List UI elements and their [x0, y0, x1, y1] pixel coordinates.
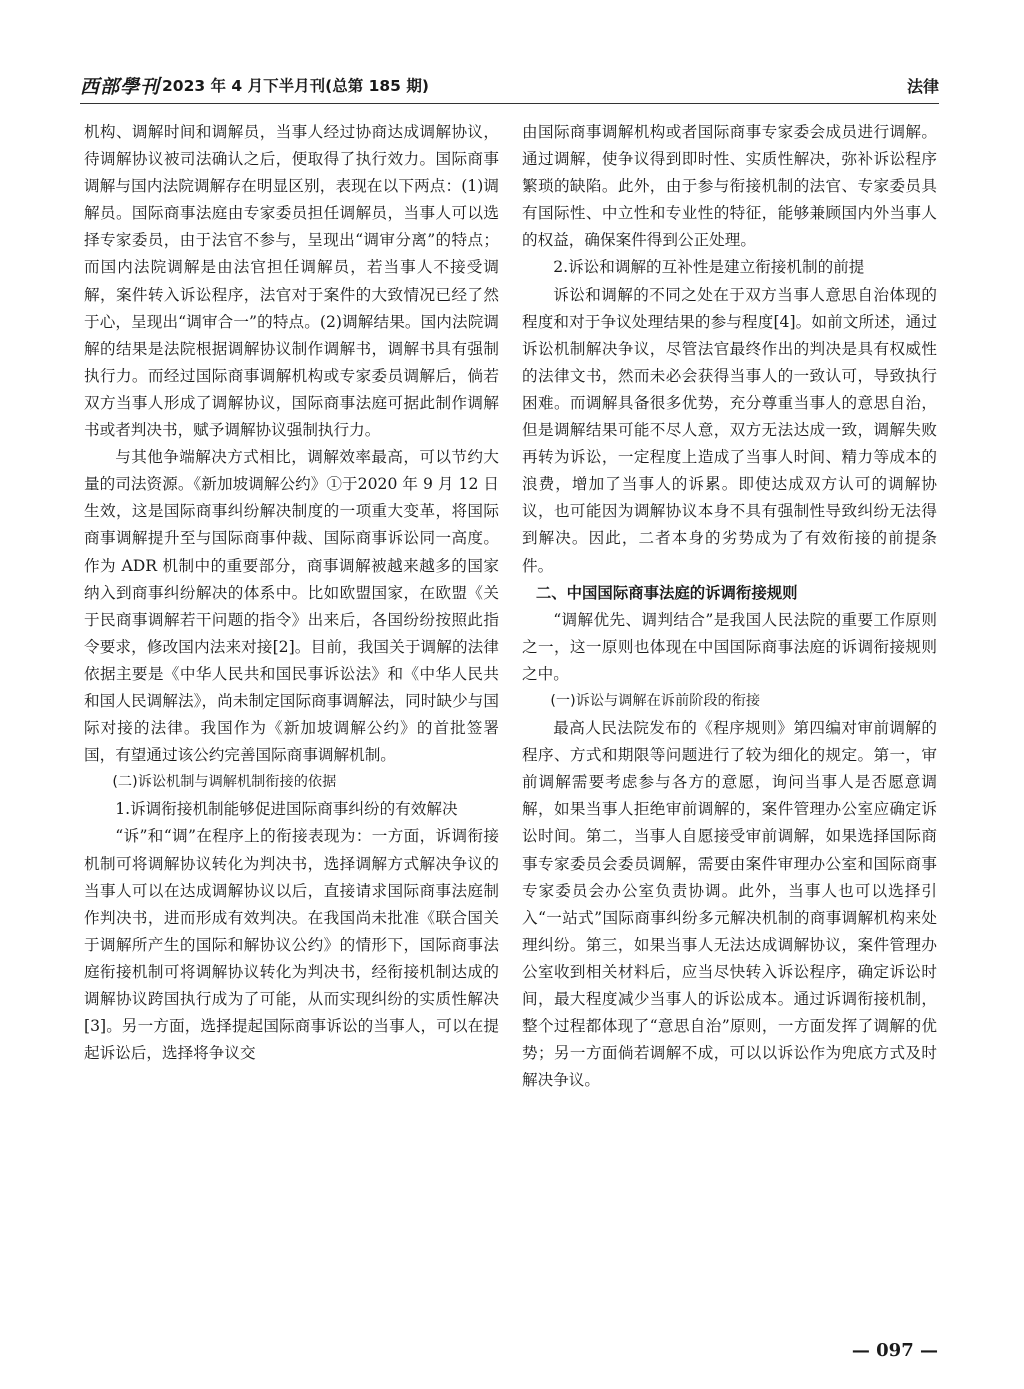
paragraph: “诉”和“调”在程序上的衔接表现为：一方面，诉调衔接机制可将调解协议转化为判决书，选择调解方式解决争议的当事人可以在达成调解协议以后，直接请求国际商事法庭制作判决书，进而形成有效判决。在我国尚未批准《联合国关于调解所产生的国际和解协议公约》的情形下，国际商事法庭衔接机制可将调解协议转化为判决书，经衔接机制达成的调解协议跨国执行成为了可能，从而实现纠纷的实质性解决[3]。另一方面，选择提起国际商事诉讼的当事人，可以在提起诉讼后，选择将争议交	[84, 827, 499, 1063]
right-column	[522, 119, 937, 1094]
left-column	[84, 119, 499, 1067]
paragraph: 诉讼和调解的不同之处在于双方当事人意思自治体现的程度和对于争议处理结果的参与程度[4]。如前文所述，通过诉讼机制解决争议，尽管法官最终作出的判决是具有权威性的法律文书，然而未必会获得当事人的一致认可，导致执行困难。而调解具备很多优势，充分尊重当事人的意思自治，但是调解结果可能不尽人意，双方无法达成一致，调解失败再转为诉讼，一定程度上造成了当事人时间、精力等成本的浪费，增加了当事人的诉累。即使达成双方认可的调解协议，也可能因为调解协议本身不具有强制性导致纠纷无法得到解决。因此，二者本身的劣势成为了有效衔接的前提条件。	[522, 285, 937, 575]
subsection-heading: (二)诉讼机制与调解机制衔接的依据	[112, 774, 337, 791]
section-label: 法律	[906, 77, 939, 96]
paragraph: 机构、调解时间和调解员，当事人经过协商达成调解协议，待调解协议被司法确认之后，便取得了执行效力。国际商事调解与国内法院调解存在明显区别，表现在以下两点：(1)调解员。国际商事法庭由专家委员担任调解员，当事人可以选择专家委员，由于法官不参与，呈现出“调审分离”的特点；而国内法院调解是由法官担任调解员，若当事人不接受调解，案件转入诉讼程序，法官对于案件的大致情况已经了然于心，呈现出“调审合一”的特点。(2)调解结果。国内法院调解的结果是法院根据调解协议制作调解书，调解书具有强制执行力。而经过国际商事调解机构或专家委员调解后，倘若双方当事人形成了调解协议，国际商事法庭可据此制作调解书或者判决书，赋予调解协议强制执行力。	[84, 123, 499, 440]
paragraph-heading: 2.诉讼和调解的互补性是建立衔接机制的前提	[553, 258, 865, 277]
section-heading: 二、中国国际商事法庭的诉调衔接规则	[535, 583, 798, 602]
paragraph-heading: 1.诉调衔接机制能够促进国际商事纠纷的有效解决	[115, 800, 458, 819]
paragraph: 由国际商事调解机构或者国际商事专家委会成员进行调解。通过调解，使争议得到即时性、实质性解决，弥补诉讼程序繁琐的缺陷。此外，由于参与衔接机制的法官、专家委员具有国际性、中立性和专业性的特征，能够兼顾国内外当事人的权益，确保案件得到公正处理。	[522, 123, 937, 250]
journal-issue: 2023 年 4 月下半月刊(总第 185 期)	[162, 77, 429, 95]
paragraph: 与其他争端解决方式相比，调解效率最高，可以节约大量的司法资源。《新加坡调解公约》①于2020 年 9 月 12 日生效，这是国际商事纠纷解决制度的一项重大变革，将国际商事调解提升至与国际商事仲裁、国际商事诉讼同一高度。作为 ADR 机制中的重要部分，商事调解被越来越多的国家纳入到商事纠纷解决的体系中。比如欧盟国家，在欧盟《关于民商事调解若干问题的指令》出来后，各国纷纷按照此指令要求，修改国内法来对接[2]。目前，我国关于调解的法律依据主要是《中华人民共和国民事诉讼法》和《中华人民共和国人民调解法》，尚未制定国际商事调解法，同时缺少与国际对接的法律。我国作为《新加坡调解公约》的首批签署国，有望通过该公约完善国际商事调解机制。	[84, 448, 499, 765]
page-number: — 097 —	[851, 1340, 938, 1361]
page-header	[80, 70, 939, 104]
journal-logo: 西部學刊	[80, 76, 161, 98]
paragraph: 最高人民法院发布的《程序规则》第四编对审前调解的程序、方式和期限等问题进行了较为细化的规定。第一，审前调解需要考虑参与各方的意愿，询问当事人是否愿意调解，如果当事人拒绝审前调解的，案件管理办公室应确定诉讼时间。第二，当事人自愿接受审前调解，如果选择国际商事专家委员会委员调解，需要由案件审理办公室和国际商事专家委员会办公室负责协调。此外，当事人也可以选择引入“一站式”国际商事纠纷多元解决机制的商事调解机构来处理纠纷。第三，如果当事人无法达成调解协议，案件管理办公室收到相关材料后，应当尽快转入诉讼程序，确定诉讼时间，最大程度减少当事人的诉讼成本。通过诉调衔接机制，整个过程都体现了“意思自治”原则，一方面发挥了调解的优势；另一方面倘若调解不成，可以以诉讼作为兜底方式及时解决争议。	[522, 719, 937, 1090]
paragraph: “调解优先、调判结合”是我国人民法院的重要工作原则之一，这一原则也体现在中国国际商事法庭的诉调衔接规则之中。	[522, 610, 937, 683]
subsection-heading: (一)诉讼与调解在诉前阶段的衔接	[550, 692, 761, 709]
header-rule	[80, 103, 939, 104]
